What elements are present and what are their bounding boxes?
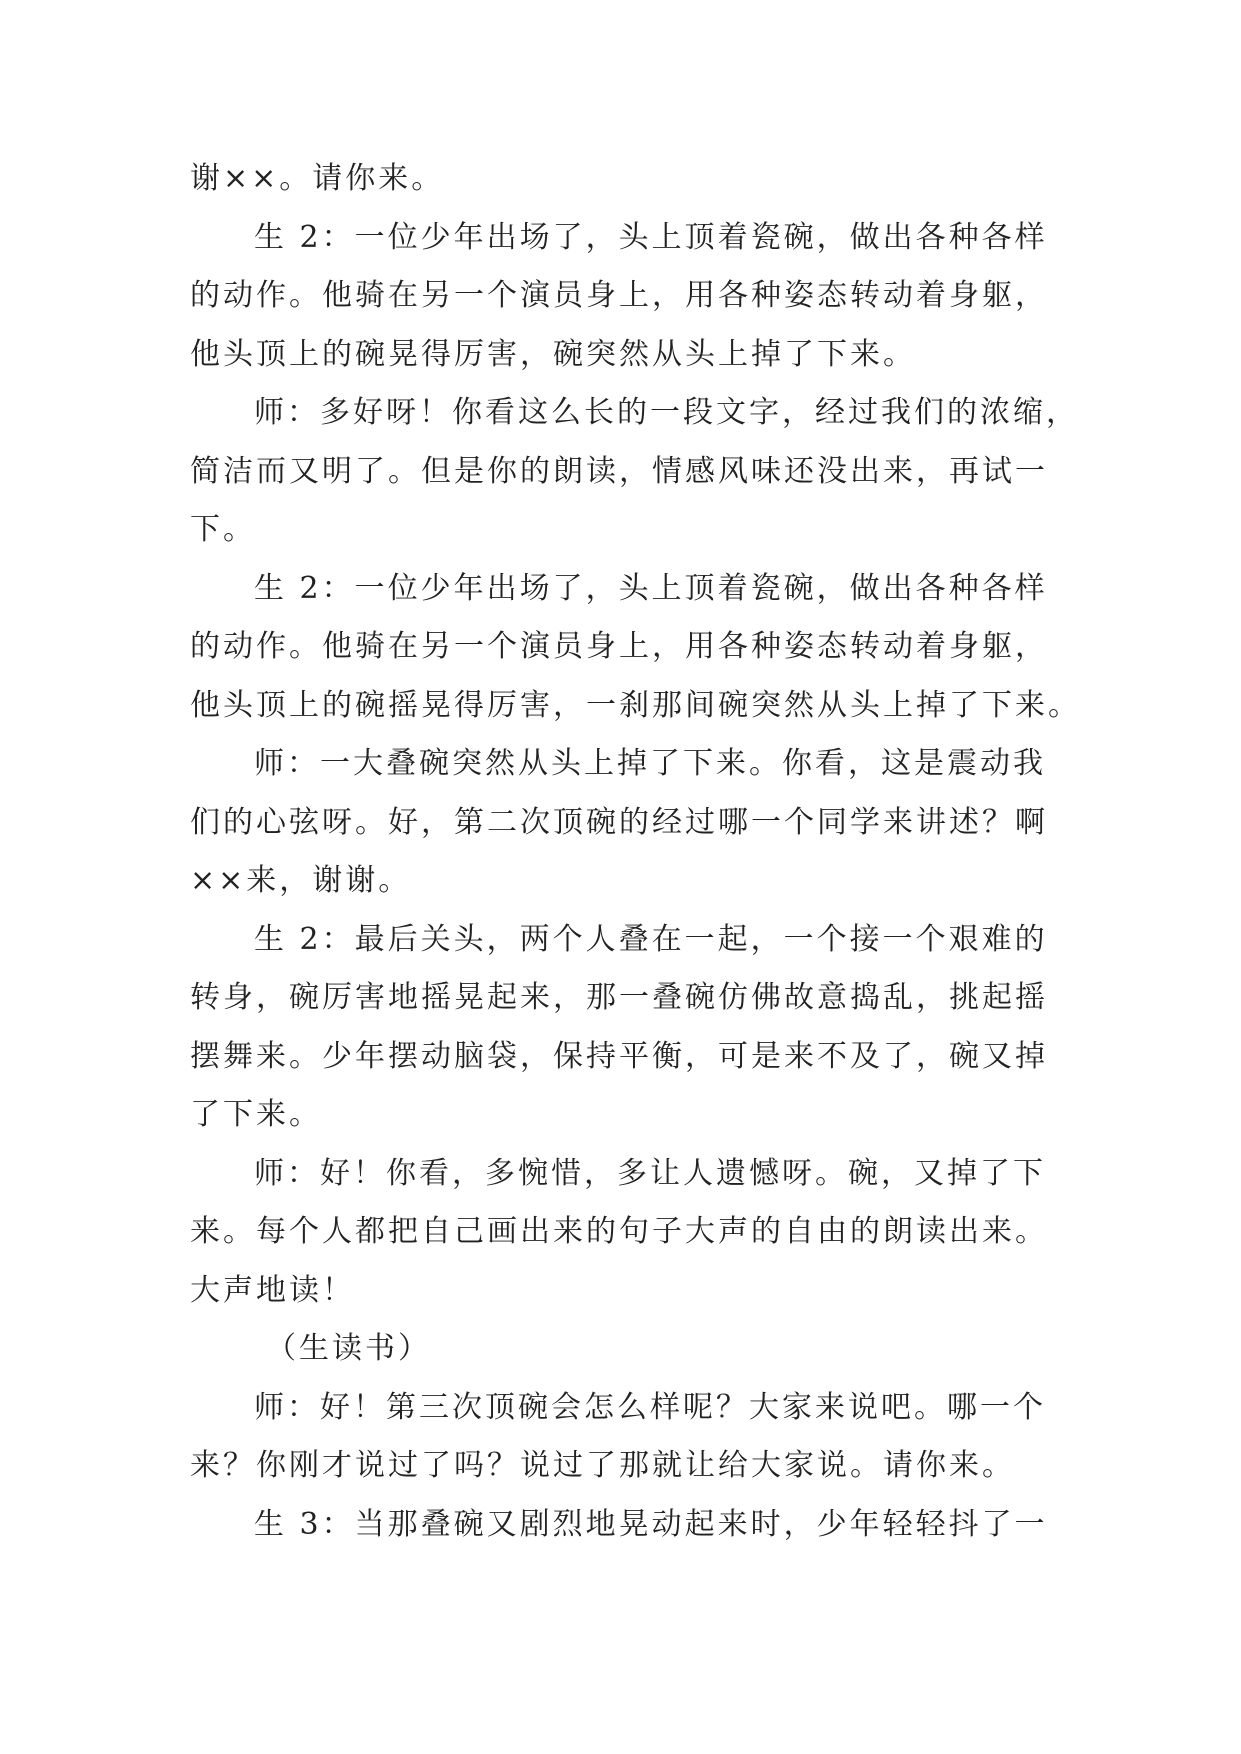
text-line: 师：多好呀！你看这么长的一段文字，经过我们的浓缩， [254,395,1079,430]
text-line: 转身，碗厉害地摇晃起来，那一叠碗仿佛故意捣乱，挑起摇 [190,980,1048,1015]
text-line: ××来，谢谢。 [190,863,412,898]
text-line: 师：好！第三次顶碗会怎么样呢？大家来说吧。哪一个 [254,1389,1046,1425]
text-line: （生读书） [266,1331,431,1366]
text-line: 摆舞来。少年摆动脑袋，保持平衡，可是来不及了，碗又掉 [190,1038,1048,1074]
text-line: 生 2：一位少年出场了，头上顶着瓷碗，做出各种各样 [254,570,1048,606]
text-line: 他头顶上的碗摇晃得厉害，一刹那间碗突然从头上掉了下来。 [190,687,1081,723]
text-line: 师：一大叠碗突然从头上掉了下来。你看，这是震动我 [254,746,1046,781]
text-line: 来？你刚才说过了吗？说过了那就让给大家说。请你来。 [190,1448,1015,1483]
text-line: 简洁而又明了。但是你的朗读，情感风味还没出来，再试一 [190,453,1048,489]
text-line: 师：好！你看，多惋惜，多让人遗憾呀。碗，又掉了下 [254,1155,1046,1191]
text-line: 大声地读！ [190,1272,355,1308]
text-line: 他头顶上的碗晃得厉害，碗突然从头上掉了下来。 [190,336,916,372]
text-line: 的动作。他骑在另一个演员身上，用各种姿态转动着身躯， [190,629,1048,664]
text-line: 了下来。 [190,1097,322,1132]
text-line: 生 2：一位少年出场了，头上顶着瓷碗，做出各种各样 [254,219,1048,255]
text-line: 们的心弦呀。好，第二次顶碗的经过哪一个同学来讲述？啊 [190,804,1048,840]
text-line: 谢××。请你来。 [190,161,445,196]
text-line: 生 2：最后关头，两个人叠在一起，一个接一个艰难的 [254,921,1048,957]
document-page [190,150,1081,1554]
text-line: 的动作。他骑在另一个演员身上，用各种姿态转动着身躯， [190,278,1048,313]
text-line: 来。每个人都把自己画出来的句子大声的自由的朗读出来。 [190,1214,1048,1249]
text-line: 生 3：当那叠碗又剧烈地晃动起来时，少年轻轻抖了一 [254,1506,1048,1542]
text-line: 下。 [190,512,256,547]
